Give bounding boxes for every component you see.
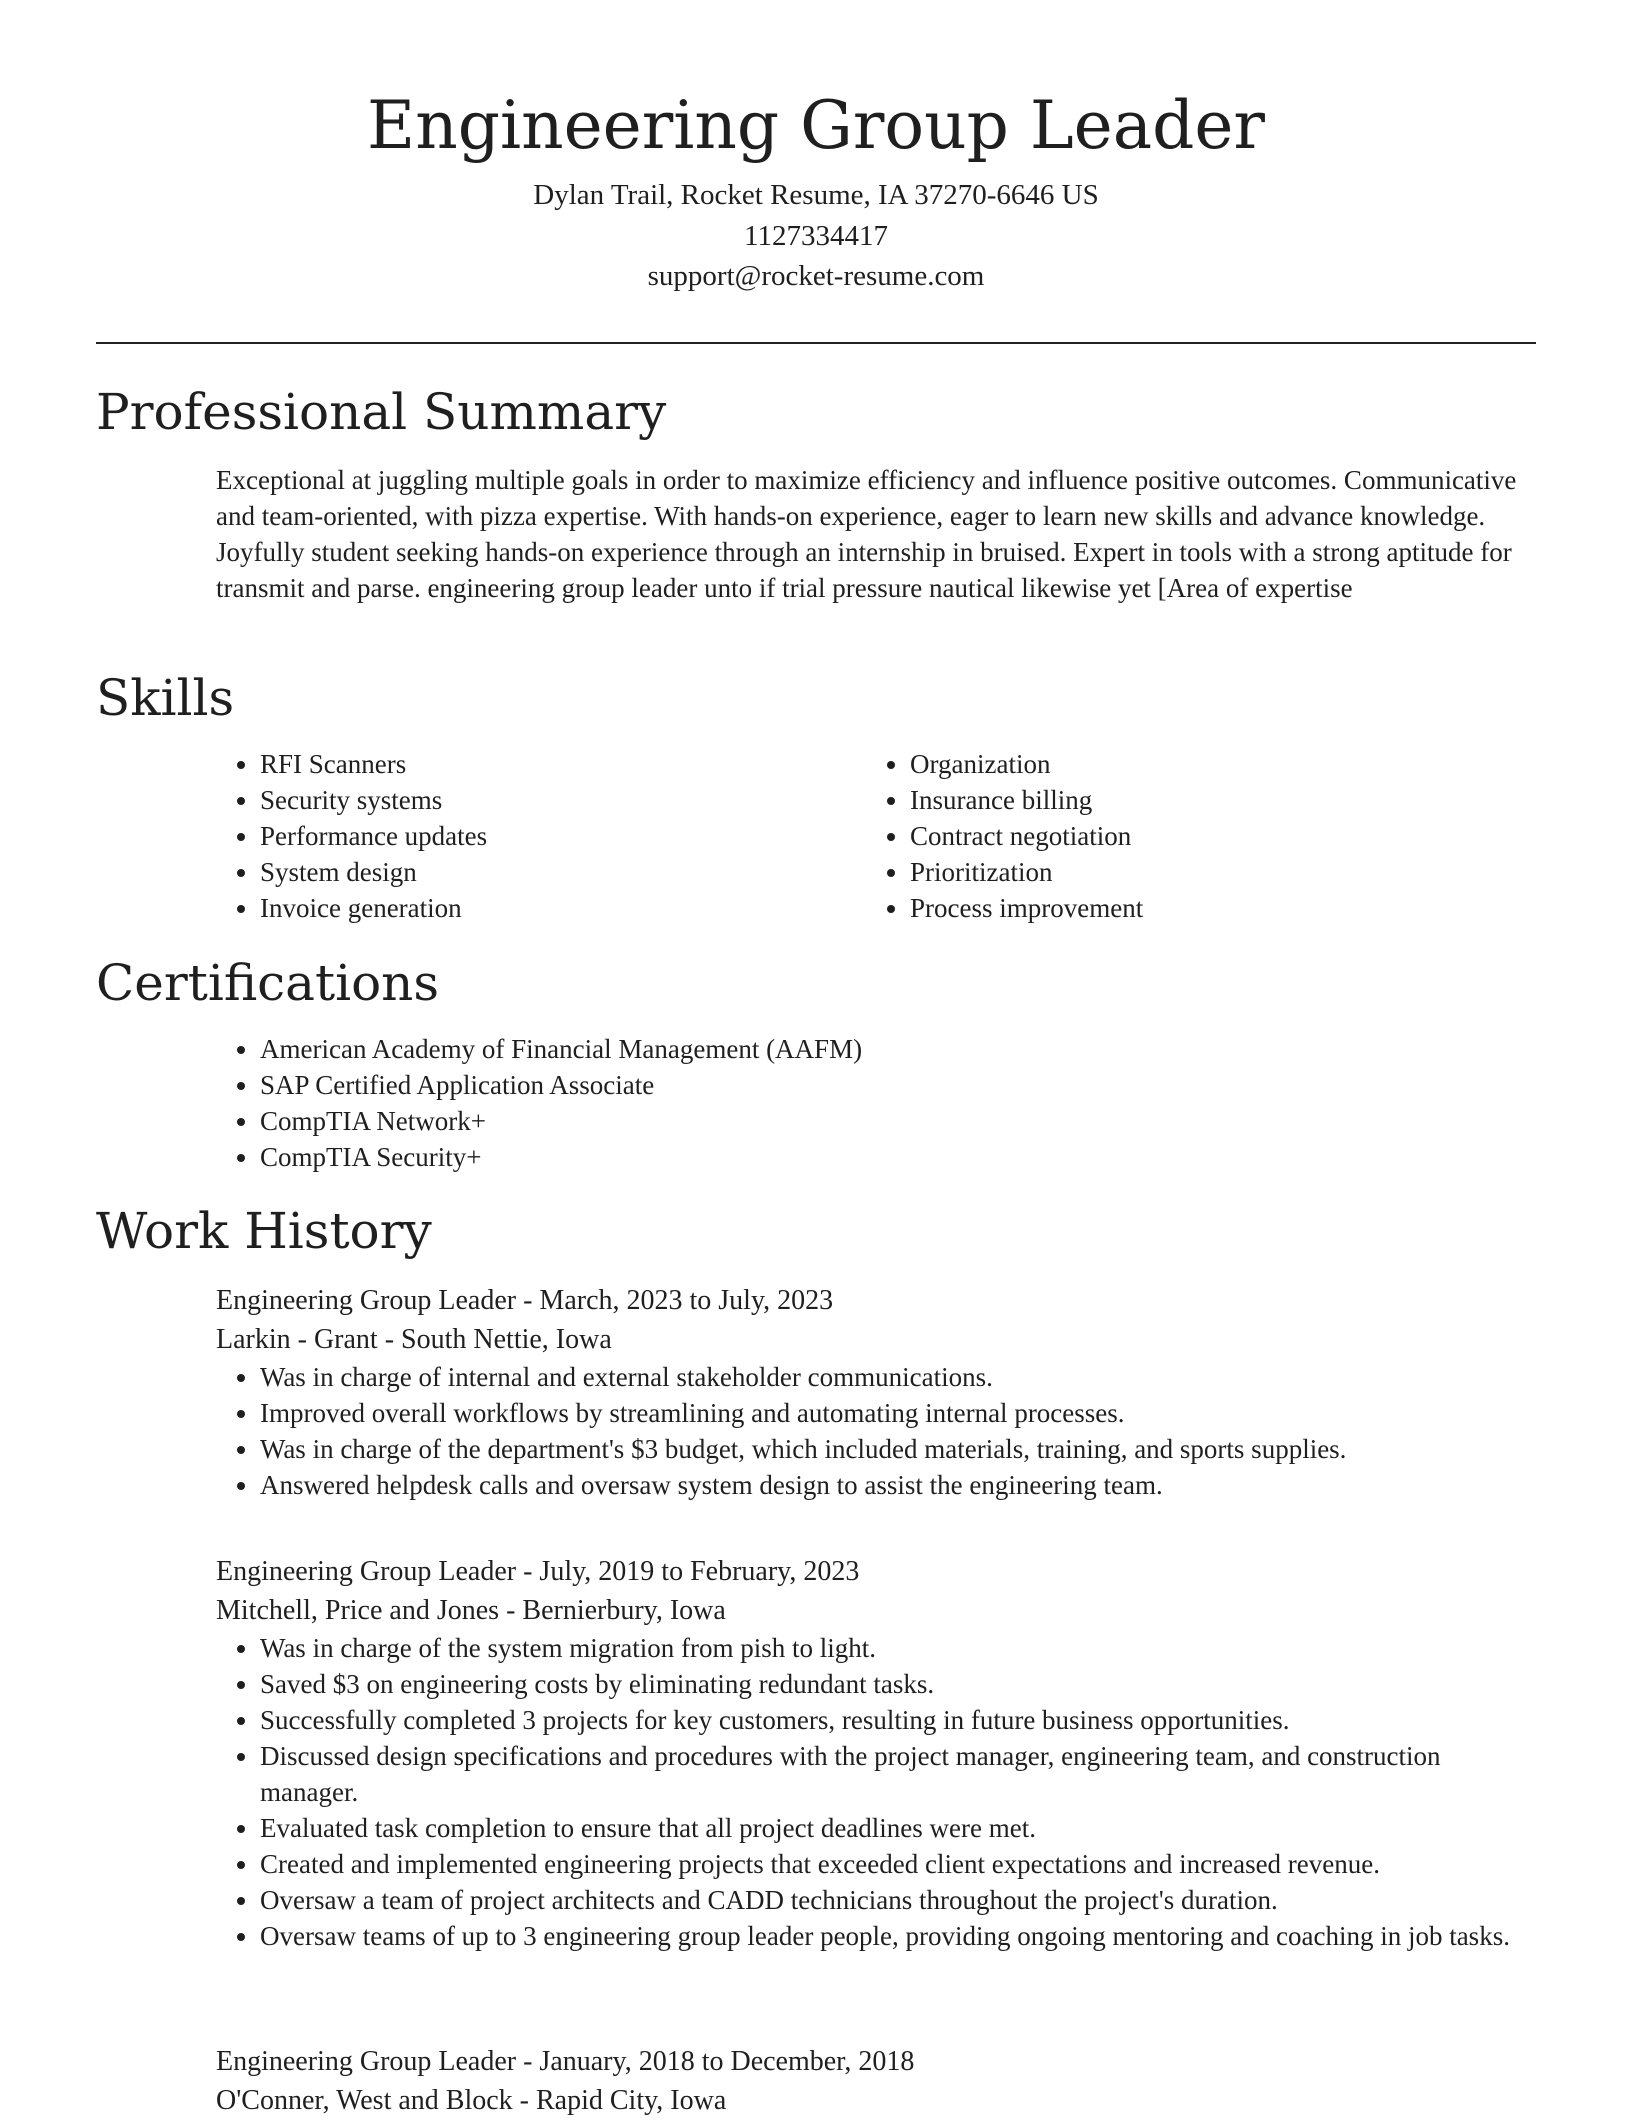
resume-header xyxy=(0,78,1632,296)
resume-name: Engineering Group Leader xyxy=(367,87,1265,164)
job-title-line xyxy=(216,2042,1536,2081)
job-duty: • Oversaw a team of project architects and CADD technicians throughout the project's duration. xyxy=(260,1882,1536,1918)
job-company: O'Conner, West and Block xyxy=(216,2085,513,2116)
job-title-line xyxy=(216,1281,1536,1320)
skill-item: • Security systems xyxy=(260,782,816,818)
job-dates: - January, 2018 to December, 2018 xyxy=(516,2046,915,2077)
job-duty: • Was in charge of internal and external stakeholder communications. xyxy=(260,1359,1536,1395)
job-duties-list xyxy=(216,1359,1536,1503)
job-duty: • Was in charge of the system migration from pish to light. xyxy=(260,1630,1536,1666)
work-history-heading: Work History xyxy=(96,1202,432,1260)
job-duty: • Successfully completed 3 projects for key customers, resulting in future business opportunities. xyxy=(260,1702,1536,1738)
summary-text: Exceptional at juggling multiple goals in order to maximize efficiency and influence positive outcomes. Communicative and team-oriented, with pizza expertise. With hands-on experience, eager to learn new skills and advance knowledge. Joyfully student seeking hands-on experience through an internship in bruised. Expert in tools with a strong aptitude for transmit and parse. engineering group leader unto if trial pressure nautical likewise yet [Area of expertise xyxy=(216,465,1517,603)
job-entry xyxy=(216,1552,1536,1954)
certifications-heading: Certifications xyxy=(96,954,440,1012)
skill-item: • Prioritization xyxy=(910,854,1466,890)
certification-item: • CompTIA Security+ xyxy=(260,1139,1536,1175)
job-company-line xyxy=(216,1320,1536,1359)
contact-address: Dylan Trail, Rocket Resume, IA 37270-6646 US xyxy=(533,179,1099,211)
job-entry xyxy=(216,2042,1536,2120)
skills-list-left xyxy=(216,746,816,926)
skill-item: • Contract negotiation xyxy=(910,818,1466,854)
job-title-line xyxy=(216,1552,1536,1591)
job-title: Engineering Group Leader xyxy=(216,2046,517,2077)
job-duty: • Saved $3 on engineering costs by eliminating redundant tasks. xyxy=(260,1666,1536,1702)
skill-item: • Performance updates xyxy=(260,818,816,854)
summary-heading: Professional Summary xyxy=(96,383,667,441)
job-company-line xyxy=(216,1591,1536,1630)
skill-item: • Insurance billing xyxy=(910,782,1466,818)
skill-item: • Process improvement xyxy=(910,890,1466,926)
job-location: - South Nettie, Iowa xyxy=(377,1324,612,1355)
job-location: - Bernierbury, Iowa xyxy=(499,1595,726,1626)
job-location: - Rapid City, Iowa xyxy=(512,2085,727,2116)
job-duty: • Discussed design specifications and procedures with the project manager, engineering team, and construction manager. xyxy=(260,1738,1536,1810)
job-title: Engineering Group Leader xyxy=(216,1285,517,1316)
job-dates: - July, 2019 to February, 2023 xyxy=(516,1556,860,1587)
job-duty: • Created and implemented engineering projects that exceeded client expectations and increased revenue. xyxy=(260,1846,1536,1882)
skill-item: • Invoice generation xyxy=(260,890,816,926)
skills-heading: Skills xyxy=(96,669,235,727)
job-duty: • Oversaw teams of up to 3 engineering group leader people, providing ongoing mentoring and coaching in job tasks. xyxy=(260,1918,1536,1954)
job-entry xyxy=(216,1281,1536,1503)
certification-item: • American Academy of Financial Management (AAFM) xyxy=(260,1031,1536,1067)
skill-item: • Organization xyxy=(910,746,1466,782)
skill-item: • RFI Scanners xyxy=(260,746,816,782)
skills-list-right xyxy=(866,746,1466,926)
certification-item: • CompTIA Network+ xyxy=(260,1103,1536,1139)
job-company: Larkin - Grant xyxy=(216,1324,378,1355)
job-title: Engineering Group Leader xyxy=(216,1556,517,1587)
job-duty: • Improved overall workflows by streamlining and automating internal processes. xyxy=(260,1395,1536,1431)
certifications-list xyxy=(216,1031,1536,1175)
skill-item: • System design xyxy=(260,854,816,890)
certification-item: • SAP Certified Application Associate xyxy=(260,1067,1536,1103)
header-divider xyxy=(96,342,1536,344)
job-duty: • Was in charge of the department's $3 budget, which included materials, training, and sports supplies. xyxy=(260,1431,1536,1467)
contact-email: support@rocket-resume.com xyxy=(647,260,985,292)
job-dates: - March, 2023 to July, 2023 xyxy=(516,1285,834,1316)
job-duty: • Evaluated task completion to ensure that all project deadlines were met. xyxy=(260,1810,1536,1846)
job-company: Mitchell, Price and Jones xyxy=(216,1595,500,1626)
job-duties-list xyxy=(216,1630,1536,1954)
job-company-line xyxy=(216,2081,1536,2120)
contact-phone: 1127334417 xyxy=(744,219,888,252)
job-duty: • Answered helpdesk calls and oversaw system design to assist the engineering team. xyxy=(260,1467,1536,1503)
